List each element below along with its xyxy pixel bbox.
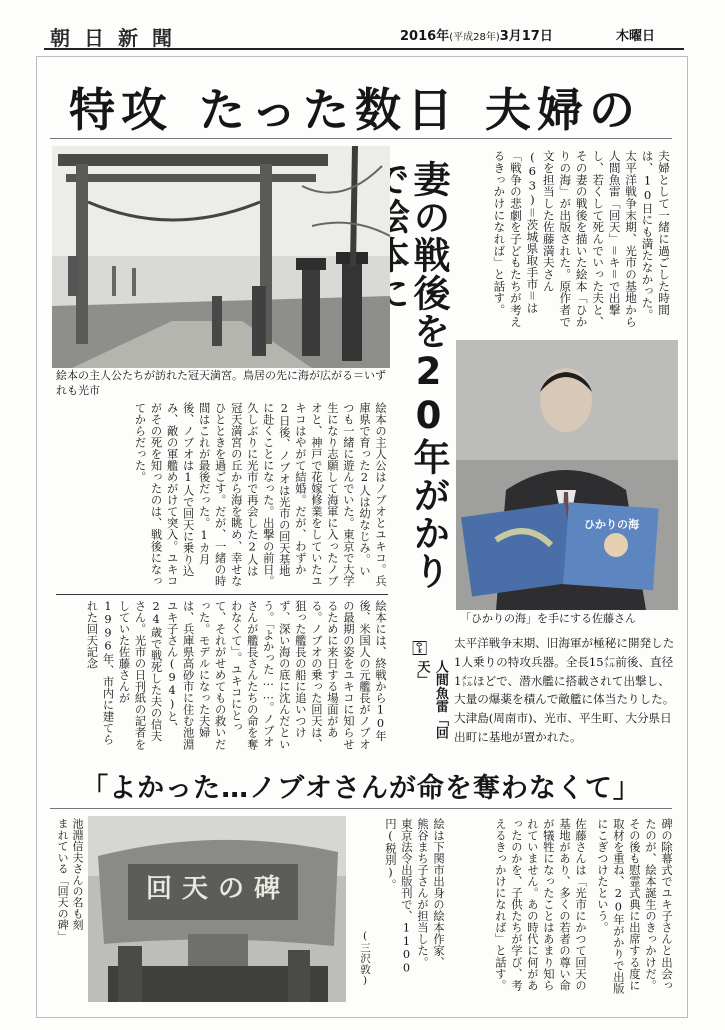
- issue-year: 2016年: [400, 29, 450, 44]
- pull-quote: 「よかった…ノブオさんが命を奪わなくて」: [81, 773, 641, 804]
- issue-date: [400, 25, 553, 44]
- issue-day: 3月17日: [499, 29, 553, 44]
- monument-photo: [88, 816, 346, 1002]
- body-column-2: 絵本には、終戦から10年後、米国人の元艦長がノブオの最期の姿をユキコに知らせるために来日する場面がある。ノブオの乗った回天は、狙った艦長の船に追いつけず、深い海の底に沈んだという。「よかった……。ノブオさんが艦長さんたちの命を奪わなくて」。ユキコにとって、それがせめてもの救いだった。モデルになった夫婦は、兵庫県高砂市に住む池淵ユキ子さん(94)と、24歳で戦死した夫の信夫さん。光市の日刊紙の記者をしていた佐藤さんが1996年、市内に建てられた回天記念: [85, 600, 387, 750]
- key-icon: ⚿: [412, 636, 428, 660]
- masthead-rule: [44, 48, 684, 50]
- issue-weekday: 木曜日: [616, 29, 656, 44]
- body-column-5: 絵は下関市出身の絵本作家、熊谷まち子さんが担当した。東京法令出版刊で、1100円(税別)。: [383, 818, 445, 975]
- lead-text: 夫婦として一緒に過ごした時間は、10日にも満たなかった。太平洋戦争末期、光市の基地から人間魚雷「回天」＝キ＝で出撃し、若くして死んでいった夫と、その妻の戦後を描いた絵本「ひかりの海」が出版された。原作者で文を担当した佐藤満夫さん(63)＝茨城県取手市＝は「戦争の悲劇を子どもたちが考えるきっかけになれば」と話す。: [492, 150, 671, 328]
- pull-quote-rule: [50, 808, 672, 809]
- headline-part-1: 特攻: [69, 83, 173, 137]
- kaiten-label: 人間魚雷「回天」: [414, 660, 448, 740]
- byline: (三沢敦): [359, 930, 371, 987]
- issue-era: (平成28年): [449, 32, 500, 43]
- kaiten-explanation: 太平洋戦争末期、旧海軍が極秘に開発した1人乗りの特攻兵器。全長15㍍前後、直径1㍍ほどで、潜水艦に搭載されて出撃し、大量の爆薬を積んで敵艦に体当たりした。大津島(周南市)、光市、平生町、大分県日出町に基地が置かれた。: [454, 636, 675, 744]
- shrine-photo: [52, 146, 390, 368]
- monument-photo-image: [88, 816, 346, 1002]
- kaiten-label-box: [412, 636, 446, 756]
- body-column-4: 佐藤さんは「光市にかつて回天の基地があり、多くの若者の尊い命が犠牲になったことはあまり知られていません。あの時代に何があったのかを、子供たちが学び、考えるきっかけになれば」と話す。: [493, 818, 587, 991]
- headline-rule: [50, 138, 672, 139]
- body-column-3: 碑の除幕式でユキ子さんと出会ったのが、絵本誕生のきっかけだ。その後も慰霊式典に出席する度に取材を重ね、20年がかりで出版にこぎつけたという。: [595, 818, 673, 995]
- headline-part-3: 夫婦の: [485, 83, 641, 137]
- author-photo-image: [456, 340, 678, 610]
- author-photo-caption: 「ひかりの海」を手にする佐藤さん: [460, 612, 636, 625]
- subheadline: 妻の戦後を20年がかり: [407, 160, 450, 590]
- author-photo: [456, 340, 678, 610]
- shrine-photo-image: [52, 146, 390, 368]
- body-column-1: 絵本の主人公はノブオとユキコ。兵庫県で育った2人は幼なじみ。いつも一緒に遊んでいた。東京で大学生になり志願して海軍に入ったノブオと、神戸で花嫁修業をしていたユキコはやがて結婚。だが、わずか2日後、ノブオは光市の回天基地に赴くことになった。出撃の前日。久しぶりに光市で再会した2人は冠天満宮の丘から海を眺め、幸せなひとときを過ごす。だが、一緒の時間はこれが最後だった。1カ月後、ノブオは1人で回天に乗り込み、敵の軍艦めがけて突入。ユキコがその死を知ったのは、戦後になってからだった。: [133, 402, 387, 587]
- book-cover-title: ひかりの海: [584, 518, 639, 531]
- monument-inscription: 回天の碑: [146, 874, 291, 904]
- headline-part-2: たった数日: [199, 83, 459, 137]
- shrine-photo-caption: 絵本の主人公たちが訪れた冠天満宮。鳥居の先に海が広がる＝いずれも光市: [56, 369, 386, 397]
- column-divider: [56, 594, 388, 595]
- newspaper-name: 朝日新聞: [50, 26, 186, 50]
- monument-photo-caption: 池淵信夫さんの名も刻まれている「回天の碑」: [56, 818, 84, 942]
